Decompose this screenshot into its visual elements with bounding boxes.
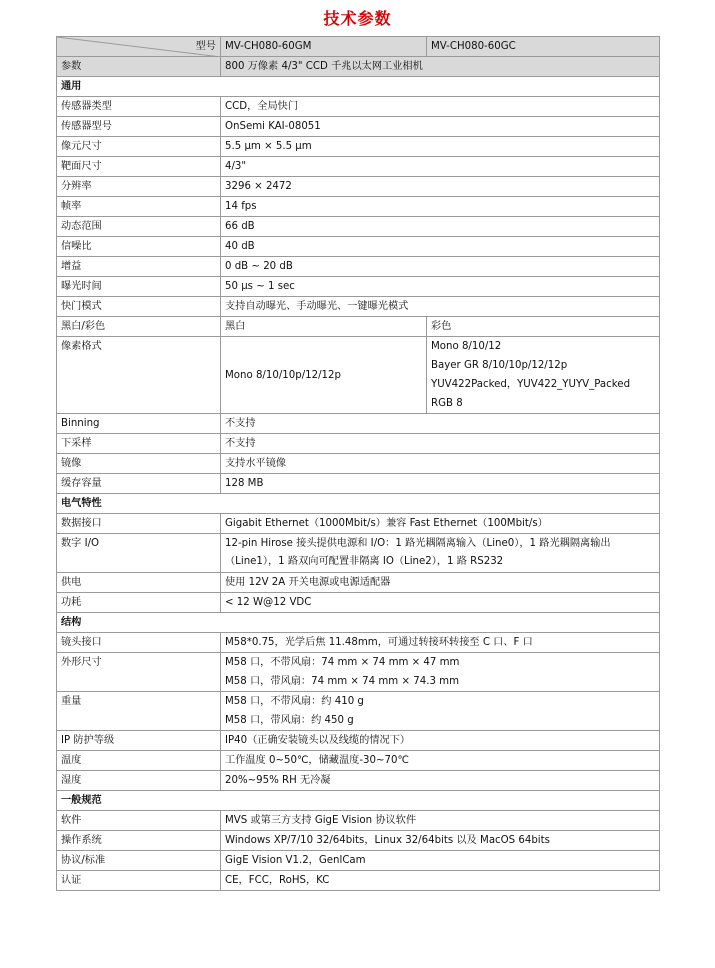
table-row <box>57 831 660 851</box>
row-value: M58*0.75，光学后焦 11.48mm，可通过转接环转接至 C 口、F 口 <box>221 633 660 653</box>
table-row <box>57 633 660 653</box>
row-value: 支持自动曝光、手动曝光、一键曝光模式 <box>221 297 660 317</box>
section-electrical: 电气特性 <box>57 494 660 514</box>
table-row <box>57 514 660 534</box>
product-description: 800 万像素 4/3" CCD 千兆以太网工业相机 <box>221 57 660 77</box>
table-row <box>57 277 660 297</box>
row-label: 靶面尺寸 <box>57 157 221 177</box>
row-value: < 12 W@12 VDC <box>221 593 660 613</box>
list-item: YUV422Packed，YUV422_YUYV_Packed <box>431 379 631 390</box>
table-row <box>57 97 660 117</box>
row-label: 镜像 <box>57 454 221 474</box>
row-value: 128 MB <box>221 474 660 494</box>
weight-cell <box>221 692 660 731</box>
row-label: 重量 <box>57 692 221 731</box>
row-value: IP40（正确安装镜头以及线缆的情况下） <box>221 731 660 751</box>
row-value: 5.5 µm × 5.5 µm <box>221 137 660 157</box>
model-b: MV-CH080-60GC <box>427 37 660 57</box>
row-label: IP 防护等级 <box>57 731 221 751</box>
row-value: 使用 12V 2A 开关电源或电源适配器 <box>221 573 660 593</box>
row-value: 支持水平镜像 <box>221 454 660 474</box>
row-value: 40 dB <box>221 237 660 257</box>
row-value: GigE Vision V1.2，GenlCam <box>221 851 660 871</box>
row-label: 下采样 <box>57 434 221 454</box>
table-row <box>57 414 660 434</box>
list-item: Mono 8/10/12 <box>431 341 502 352</box>
table-row <box>57 317 660 337</box>
row-label: 帧率 <box>57 197 221 217</box>
table-row <box>57 731 660 751</box>
row-label: 传感器型号 <box>57 117 221 137</box>
table-row <box>57 297 660 317</box>
row-value: CCD，全局快门 <box>221 97 660 117</box>
row-label: Binning <box>57 414 221 434</box>
row-label: 分辨率 <box>57 177 221 197</box>
page-title: 技术参数 <box>323 9 392 28</box>
row-value: Windows XP/7/10 32/64bits，Linux 32/64bits 以及 MacOS 64bits <box>221 831 660 851</box>
table-row <box>57 771 660 791</box>
model-a: MV-CH080-60GM <box>221 37 427 57</box>
row-label: 传感器类型 <box>57 97 221 117</box>
param-label: 参数 <box>57 57 221 77</box>
section-row <box>57 791 660 811</box>
table-row <box>57 237 660 257</box>
section-general: 通用 <box>57 77 660 97</box>
row-label: 数字 I/O <box>57 534 221 573</box>
row-value: 14 fps <box>221 197 660 217</box>
row-value-mono: Mono 8/10/10p/12/12p <box>221 337 427 414</box>
row-value: 3296 × 2472 <box>221 177 660 197</box>
row-value: OnSemi KAI-08051 <box>221 117 660 137</box>
header-row-param <box>57 57 660 77</box>
table-row <box>57 534 660 573</box>
header-row-model <box>57 37 660 57</box>
section-structure: 结构 <box>57 613 660 633</box>
table-row <box>57 593 660 613</box>
row-label: 操作系统 <box>57 831 221 851</box>
row-label: 曝光时间 <box>57 277 221 297</box>
table-row <box>57 573 660 593</box>
table-row <box>57 454 660 474</box>
table-row <box>57 157 660 177</box>
row-value: Gigabit Ethernet（1000Mbit/s）兼容 Fast Ethernet（100Mbit/s） <box>221 514 660 534</box>
table-row <box>57 653 660 692</box>
list-item: RGB 8 <box>431 398 463 409</box>
row-label: 镜头接口 <box>57 633 221 653</box>
row-label: 外形尺寸 <box>57 653 221 692</box>
table-row <box>57 177 660 197</box>
row-value-mono: 黑白 <box>221 317 427 337</box>
table-row <box>57 811 660 831</box>
row-value-color: 彩色 <box>427 317 660 337</box>
row-value: 工作温度 0~50℃，储藏温度-30~70℃ <box>221 751 660 771</box>
list-item: M58 口，不带风扇：74 mm × 74 mm × 47 mm <box>225 657 460 668</box>
list-item: Bayer GR 8/10/10p/12/12p <box>431 360 568 371</box>
table-row <box>57 434 660 454</box>
table-row <box>57 217 660 237</box>
section-spec: 一般规范 <box>57 791 660 811</box>
table-row <box>57 337 660 414</box>
row-label: 协议/标准 <box>57 851 221 871</box>
row-label: 数据接口 <box>57 514 221 534</box>
row-label: 增益 <box>57 257 221 277</box>
row-value: CE，FCC，RoHS，KC <box>221 871 660 891</box>
row-label: 像素格式 <box>57 337 221 414</box>
row-value: MVS 或第三方支持 GigE Vision 协议软件 <box>221 811 660 831</box>
pixel-format-color-cell <box>427 337 660 414</box>
row-label: 温度 <box>57 751 221 771</box>
row-label: 供电 <box>57 573 221 593</box>
row-value: 12-pin Hirose 接头提供电源和 I/O：1 路光耦隔离输入（Line0），1 路光耦隔离输出（Line1），1 路双向可配置非隔离 IO（Line2），1 路 RS232 <box>221 534 660 573</box>
table-row <box>57 137 660 157</box>
row-label: 软件 <box>57 811 221 831</box>
row-label: 像元尺寸 <box>57 137 221 157</box>
table-row <box>57 692 660 731</box>
table-row <box>57 851 660 871</box>
row-label: 认证 <box>57 871 221 891</box>
table-row <box>57 197 660 217</box>
table-row <box>57 871 660 891</box>
section-row <box>57 494 660 514</box>
dimensions-cell <box>221 653 660 692</box>
row-value: 20%~95% RH 无冷凝 <box>221 771 660 791</box>
row-label: 缓存容量 <box>57 474 221 494</box>
list-item: M58 口，带风扇：74 mm × 74 mm × 74.3 mm <box>225 676 460 687</box>
row-label: 湿度 <box>57 771 221 791</box>
table-row <box>57 474 660 494</box>
row-value: 66 dB <box>221 217 660 237</box>
table-row <box>57 751 660 771</box>
model-label: 型号 <box>195 41 216 52</box>
row-value: 不支持 <box>221 434 660 454</box>
row-label: 信噪比 <box>57 237 221 257</box>
list-item: M58 口，不带风扇：约 410 g <box>225 696 364 707</box>
section-row <box>57 613 660 633</box>
row-label: 功耗 <box>57 593 221 613</box>
section-row <box>57 77 660 97</box>
spec-table <box>56 36 660 891</box>
row-value: 50 µs ~ 1 sec <box>221 277 660 297</box>
row-value: 0 dB ~ 20 dB <box>221 257 660 277</box>
row-value: 不支持 <box>221 414 660 434</box>
table-row <box>57 257 660 277</box>
row-label: 黑白/彩色 <box>57 317 221 337</box>
table-row <box>57 117 660 137</box>
row-value: 4/3" <box>221 157 660 177</box>
row-label: 快门模式 <box>57 297 221 317</box>
list-item: M58 口，带风扇：约 450 g <box>225 715 354 726</box>
row-label: 动态范围 <box>57 217 221 237</box>
header-corner-cell <box>57 37 221 57</box>
